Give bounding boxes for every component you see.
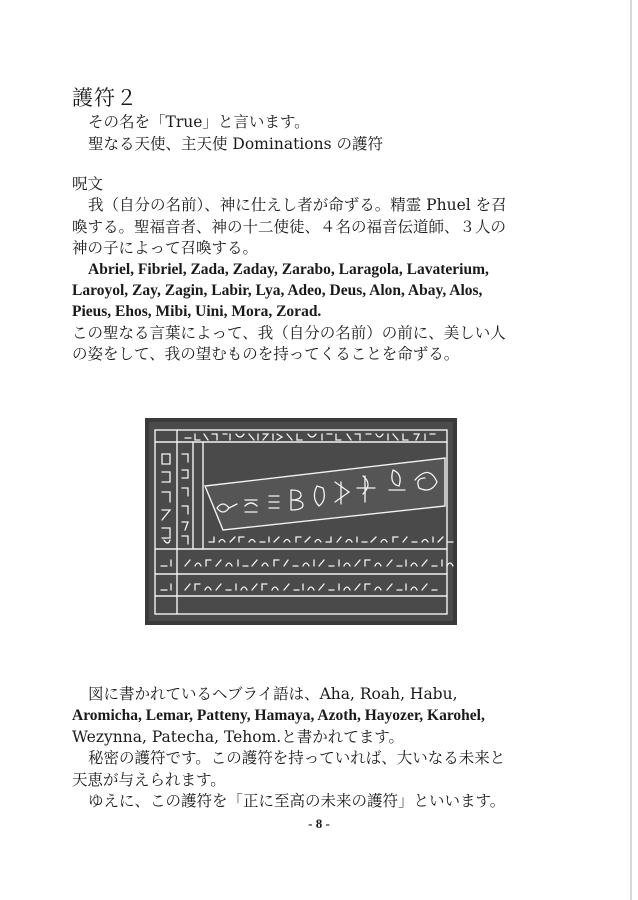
- angel-names-line: Abriel, Fibriel, Zada, Zaday, Zarabo, Laragola, Lavaterium,: [88, 261, 489, 278]
- angel-names-line: Pieus, Ehos, Mibi, Uini, Mora, Zorad.: [72, 303, 322, 320]
- page-number: - 8 -: [308, 816, 330, 831]
- explanation-line: ゆえに、この護符を「正に至高の未来の護符」といいます。: [88, 792, 506, 810]
- intro-line: その名を「True」と言います。: [88, 113, 310, 131]
- spell-heading: 呪文: [72, 175, 104, 193]
- explanation-line: 天恵が与えられます。: [72, 771, 226, 789]
- section-heading: 護符２: [72, 86, 138, 110]
- amulet-illustration: [145, 418, 457, 625]
- explanation-line: 秘密の護符です。この護符を持っていれば、大いなる未来と: [88, 749, 506, 767]
- explanation-line: [88, 684, 458, 704]
- angel-names-line: Laroyol, Zay, Zagin, Labir, Lya, Adeo, Deus, Alon, Abay, Alos,: [72, 282, 483, 299]
- explanation-line: Wezynna, Patecha, Tehom.と書かれてます。: [72, 728, 404, 746]
- explanation-line: Aromicha, Lemar, Patteny, Hamaya, Azoth, Hayozer, Karohel,: [72, 707, 485, 724]
- command-line: の姿をして、我の望むものを持ってくることを命ずる。: [72, 345, 460, 363]
- spell-line: 神の子によって召喚する。: [72, 239, 259, 257]
- page-edge: [630, 0, 632, 900]
- spell-line: 喚する。聖福音者、神の十二使徒、４名の福音伝道師、３人の: [72, 218, 507, 236]
- spell-line: 我（自分の名前）、神に仕えし者が命ずる。精霊 Phuel を召: [88, 196, 507, 214]
- command-line: この聖なる言葉によって、我（自分の名前）の前に、美しい人: [72, 324, 506, 342]
- intro-line: 聖なる天使、主天使 Dominations の護符: [88, 135, 383, 153]
- explanation-text: 図に書かれているヘブライ語は、Aha, Roah, Habu,: [88, 685, 458, 703]
